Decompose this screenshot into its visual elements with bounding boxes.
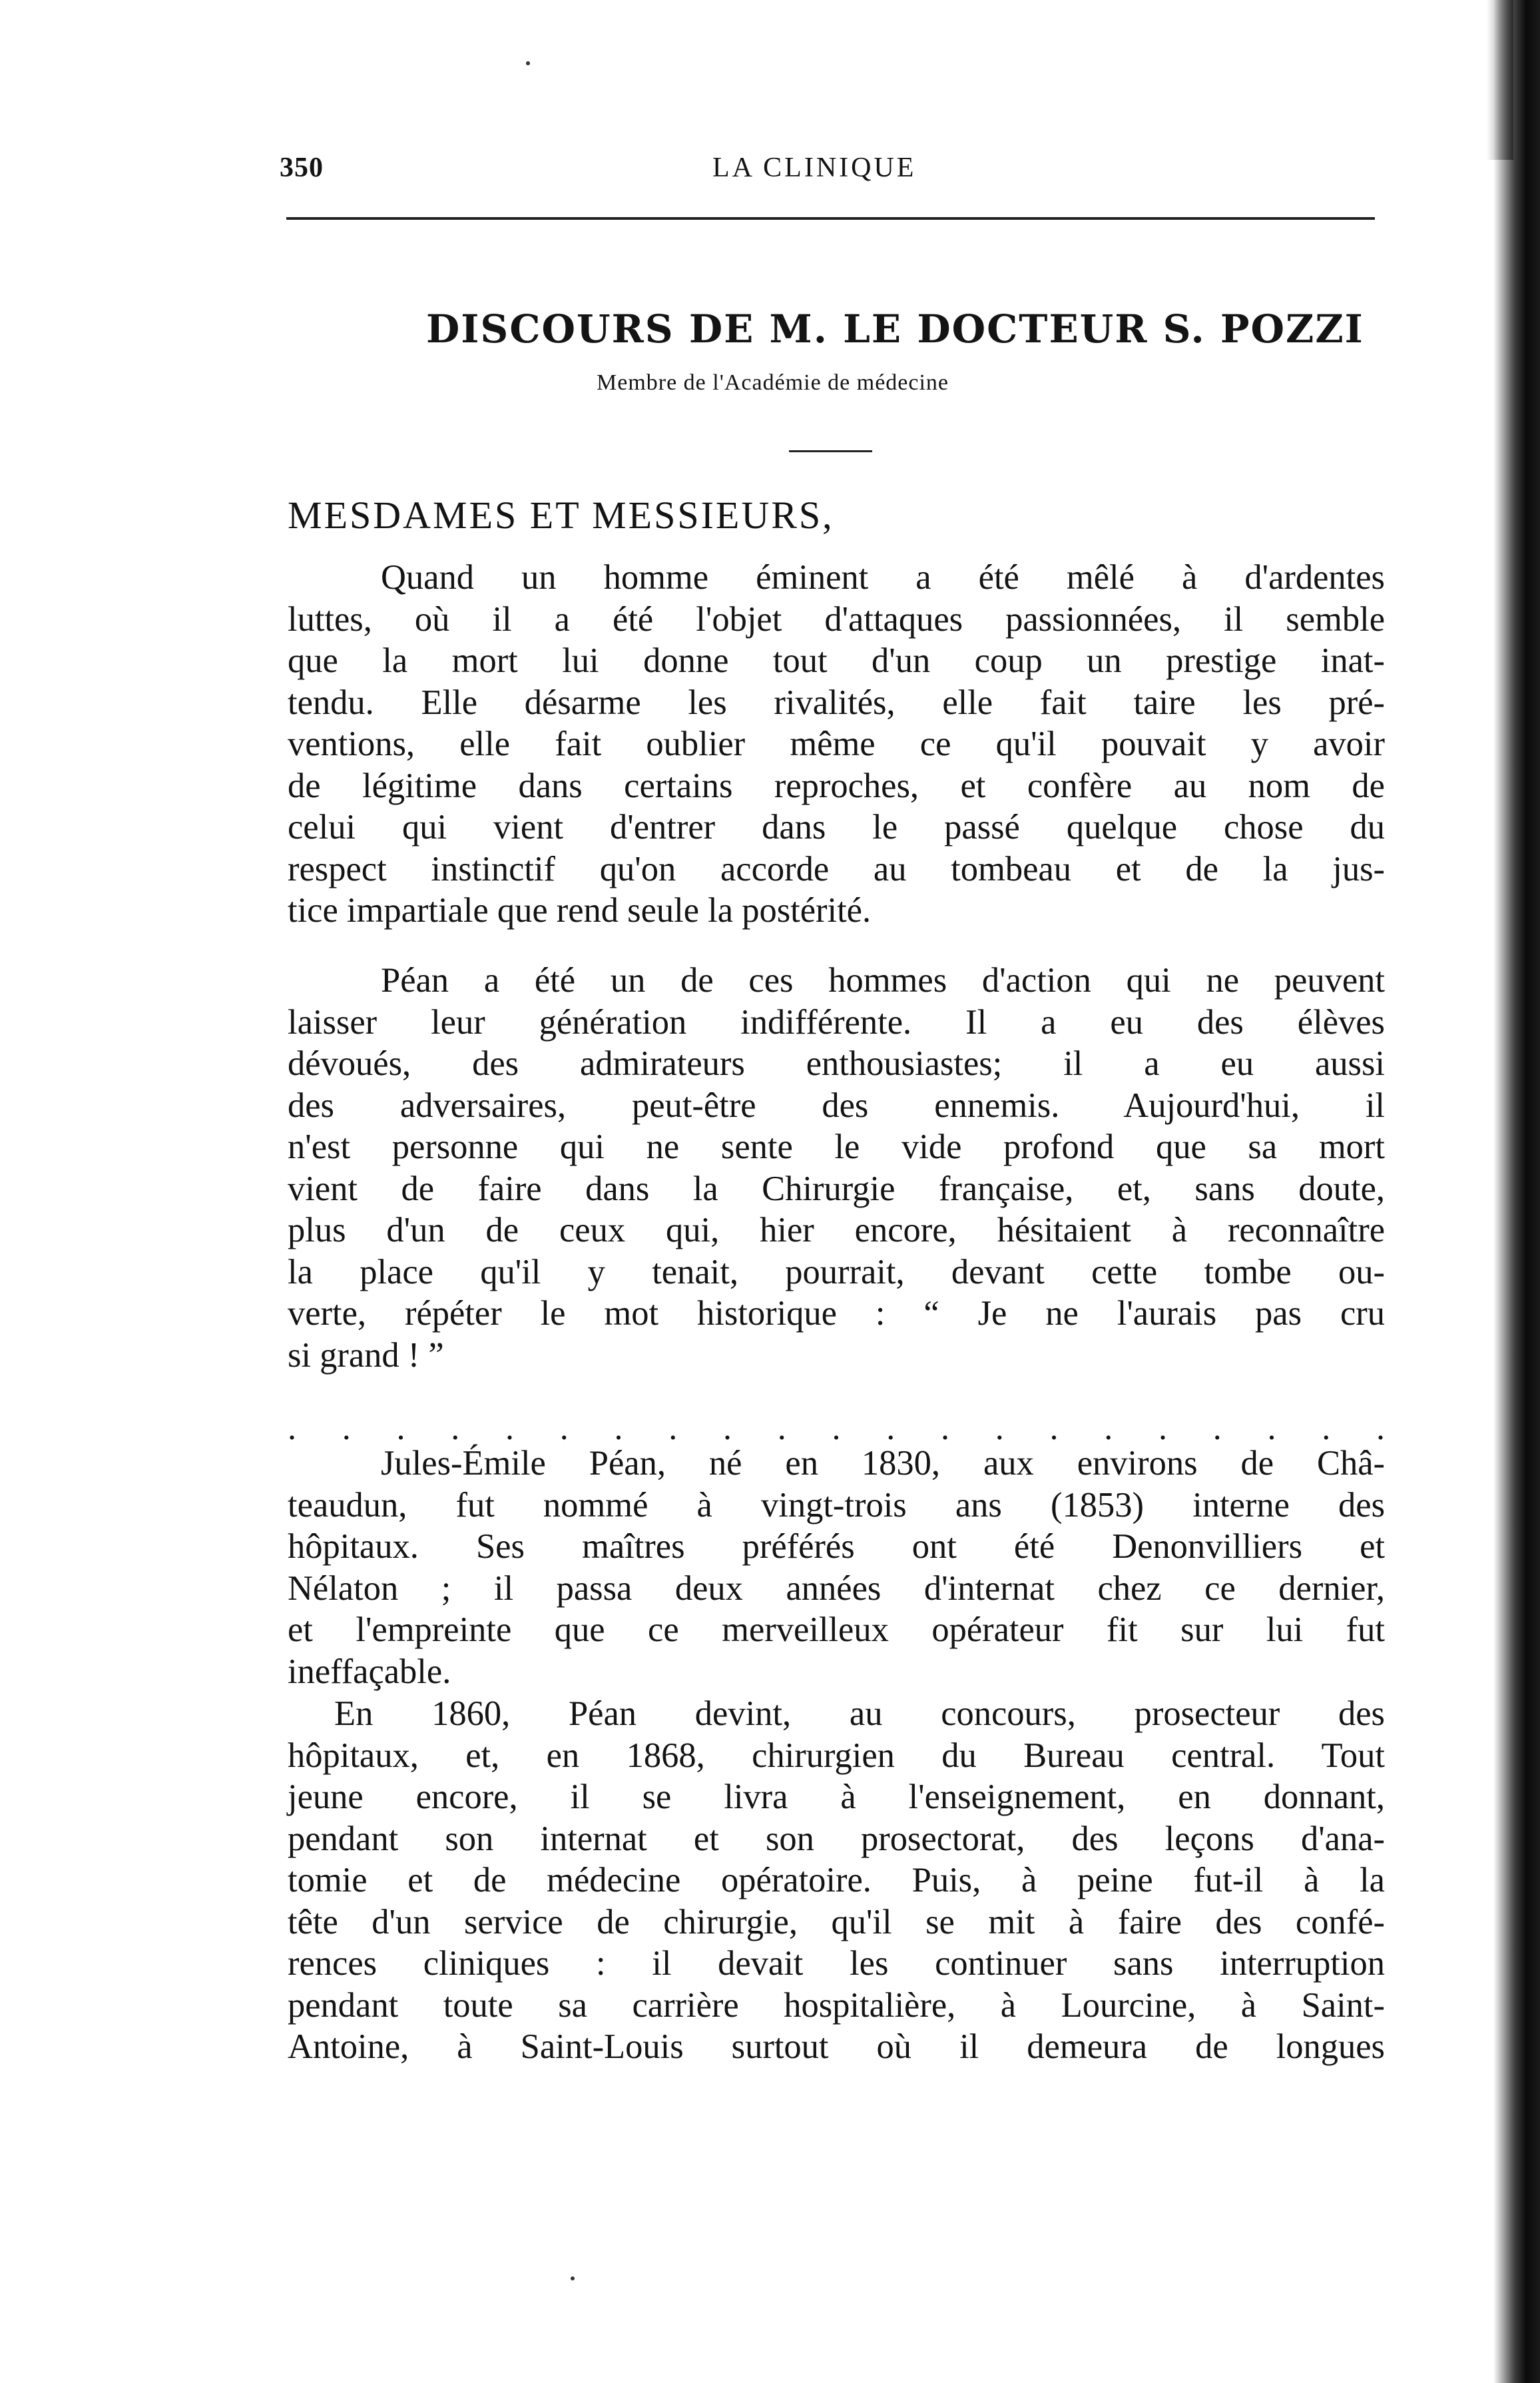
text-line: teaudun, fut nommé à vingt-trois ans (1853) interne des	[288, 1485, 1385, 1525]
text-line: et l'empreinte que ce merveilleux opérateur fit sur lui fut	[288, 1610, 1385, 1649]
text-line: ineffaçable.	[288, 1652, 451, 1691]
running-head: LA CLINIQUE	[712, 153, 917, 183]
paragraph-4	[288, 1693, 1385, 2068]
separator-dot: .	[1104, 1409, 1113, 1447]
text-line: rences cliniques : il devait les continuer sans interruption	[288, 1944, 1385, 1983]
text-line: plus d'un de ceux qui, hier encore, hésitaient à reconnaître	[288, 1211, 1385, 1249]
header-rule	[286, 217, 1375, 220]
salutation: MESDAMES ET MESSIEURS,	[288, 494, 834, 537]
separator-dot: .	[1212, 1409, 1222, 1447]
text-line: tête d'un service de chirurgie, qu'il se mit à faire des confé-	[288, 1902, 1385, 1941]
paragraph-3	[288, 1443, 1385, 1692]
separator-dot: .	[1049, 1409, 1059, 1447]
text-line: des adversaires, peut-être des ennemis. Aujourd'hui, il	[288, 1086, 1385, 1125]
separator-dot: .	[1158, 1409, 1167, 1447]
separator-dot: .	[886, 1409, 896, 1447]
text-line: laisser leur génération indifférente. Il a eu des élèves	[288, 1002, 1385, 1042]
separator-dot: .	[451, 1409, 460, 1447]
text-line: Antoine, à Saint-Louis surtout où il demeura de longues	[288, 2027, 1385, 2066]
text-line: hôpitaux. Ses maîtres préférés ont été Denonvilliers et	[288, 1527, 1385, 1566]
separator-dot: .	[1376, 1409, 1385, 1447]
text-line: si grand ! ”	[288, 1335, 444, 1375]
scan-speck	[526, 61, 530, 65]
page-number: 350	[280, 153, 324, 183]
text-line: respect instinctif qu'on accorde au tombeau et de la jus-	[288, 849, 1385, 888]
separator-dot: .	[396, 1409, 405, 1447]
text-line: jeune encore, il se livra à l'enseignement, en donnant,	[288, 1778, 1385, 1816]
separator-dot: .	[723, 1409, 732, 1447]
separator-dot: .	[668, 1409, 678, 1447]
separator-dot: .	[342, 1409, 351, 1447]
separator-dot: .	[832, 1409, 841, 1447]
text-line: tomie et de médecine opératoire. Puis, à peine fut-il à la	[288, 1861, 1385, 1899]
text-line: hôpitaux, et, en 1868, chirurgien du Bureau central. Tout	[288, 1736, 1385, 1775]
text-line: de légitime dans certains reproches, et confère au nom de	[288, 766, 1385, 805]
separator-dot: .	[1322, 1409, 1331, 1447]
separator-dot: .	[505, 1409, 514, 1447]
text-line: celui qui vient d'entrer dans le passé quelque chose du	[288, 808, 1385, 847]
book-edge-shadow	[1493, 0, 1540, 2383]
text-line: tendu. Elle désarme les rivalités, elle fait taire les pré-	[288, 683, 1385, 722]
text-line: Péan a été un de ces hommes d'action qui ne peuvent	[381, 961, 1385, 1000]
text-line: pendant toute sa carrière hospitalière, à Lourcine, à Saint-	[288, 1985, 1385, 2025]
book-edge-shadow-top	[1487, 0, 1513, 160]
text-line: n'est personne qui ne sente le vide profond que sa mort	[288, 1128, 1385, 1166]
page-header	[280, 152, 1375, 192]
text-line: Nélaton ; il passa deux années d'internat chez ce dernier,	[288, 1568, 1385, 1608]
article-title: DISCOURS DE M. LE DOCTEUR S. POZZI	[426, 306, 1364, 352]
separator-dot: .	[777, 1409, 786, 1447]
paragraph-1	[288, 557, 1385, 932]
title-divider	[789, 450, 872, 452]
separator-dot: .	[941, 1409, 949, 1447]
text-line: verte, répéter le mot historique : “ Je ne l'aurais pas cru	[288, 1294, 1385, 1333]
text-line: Quand un homme éminent a été mêlé à d'ardentes	[381, 558, 1385, 597]
text-line: dévoués, des admirateurs enthousiastes; il a eu aussi	[288, 1044, 1385, 1083]
text-line: pendant son internat et son prosectorat, des leçons d'ana-	[288, 1819, 1385, 1858]
scan-speck	[571, 2276, 575, 2280]
text-line: que la mort lui donne tout d'un coup un prestige inat-	[288, 641, 1385, 680]
text-line: tice impartiale que rend seule la postérité.	[288, 891, 872, 930]
separator-dot: .	[1267, 1409, 1276, 1447]
text-line: vient de faire dans la Chirurgie française, et, sans doute,	[288, 1169, 1385, 1208]
text-line: ventions, elle fait oublier même ce qu'il pouvait y avoir	[288, 725, 1385, 763]
separator-dot: .	[559, 1409, 569, 1447]
text-line: En 1860, Péan devint, au concours, prosecteur des	[334, 1694, 1385, 1733]
separator-dot: .	[614, 1409, 623, 1447]
paragraph-2	[288, 960, 1385, 1376]
text-line: Jules-Émile Péan, né en 1830, aux environs de Châ-	[381, 1444, 1385, 1483]
separator-dot: .	[995, 1409, 1004, 1447]
text-line: luttes, où il a été l'objet d'attaques passionnées, il semble	[288, 599, 1385, 639]
separator-dot: .	[288, 1409, 296, 1447]
article-subtitle: Membre de l'Académie de médecine	[597, 370, 949, 395]
text-line: la place qu'il y tenait, pourrait, devant cette tombe ou-	[288, 1252, 1385, 1291]
